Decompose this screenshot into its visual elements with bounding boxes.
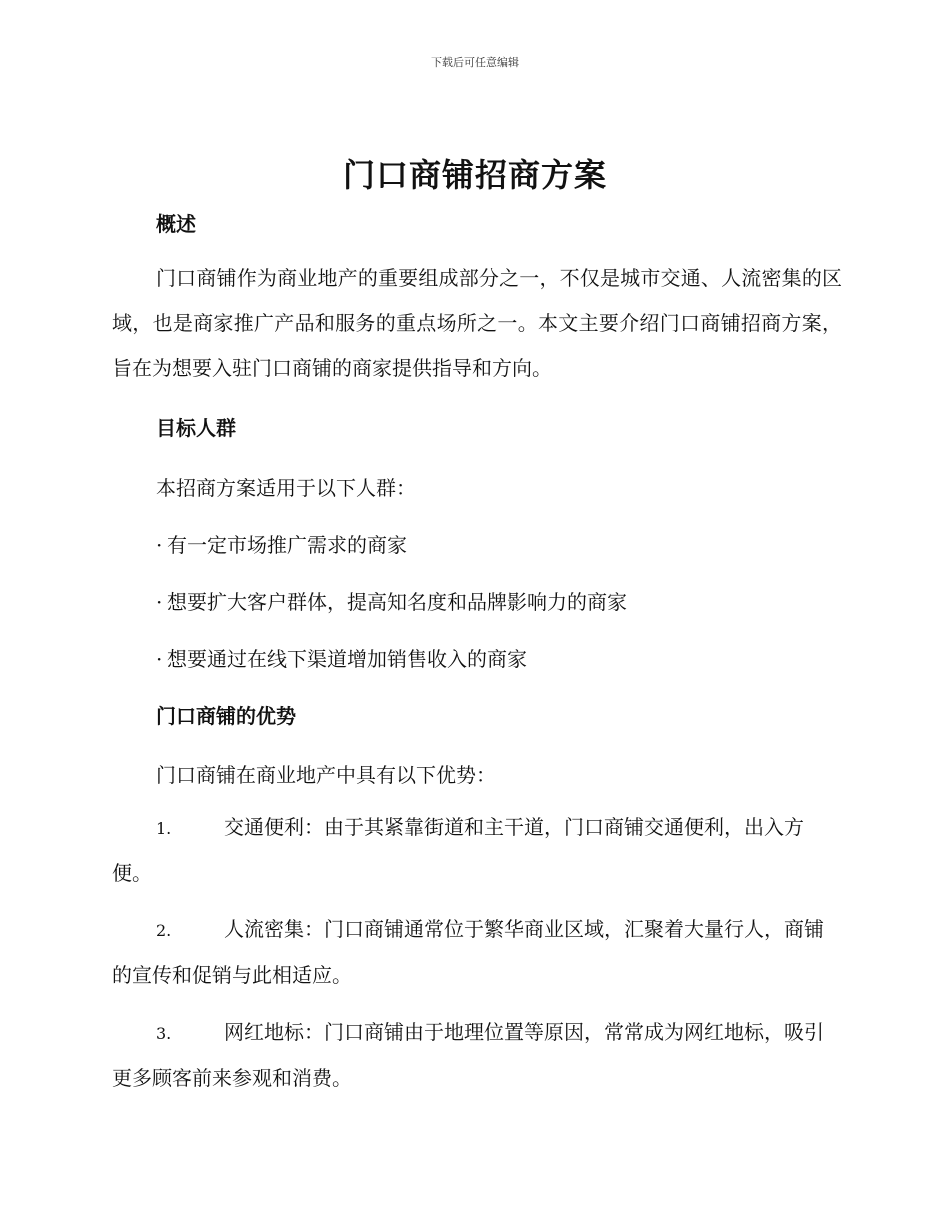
bullet-item [156, 586, 627, 615]
item-text: 人流密集：门口商铺通常位于繁华商业区域，汇聚着大量行人，商铺的宣传和促销与此相适应。 [112, 917, 824, 987]
overview-paragraph: 门口商铺作为商业地产的重要组成部分之一，不仅是城市交通、人流密集的区域，也是商家推广产品和服务的重点场所之一。本文主要介绍门口商铺招商方案，旨在为想要入驻门口商铺的商家提供指导和方向。 [112, 266, 842, 380]
item-text: 网红地标：门口商铺由于地理位置等原因，常常成为网红地标，吸引更多顾客前来参观和消费。 [112, 1020, 824, 1090]
bullet-dot-icon: · [156, 533, 163, 557]
bullet-dot-icon: · [156, 647, 163, 671]
item-number: 3. [156, 1024, 172, 1043]
heading-advantages: 门口商铺的优势 [156, 704, 296, 728]
heading-overview: 概述 [156, 212, 196, 236]
bullet-item [156, 529, 407, 558]
bullet-item-text: 有一定市场推广需求的商家 [167, 533, 407, 557]
header-note: 下载后可任意编辑 [431, 56, 519, 69]
bullet-dot-icon: · [156, 590, 163, 614]
bullet-item [156, 643, 527, 672]
item-text: 交通便利：由于其紧靠街道和主干道，门口商铺交通便利，出入方便。 [112, 815, 804, 885]
numbered-item [112, 1010, 842, 1101]
numbered-item [112, 907, 842, 998]
bullet-item-text: 想要扩大客户群体，提高知名度和品牌影响力的商家 [167, 590, 627, 614]
numbered-item [112, 805, 842, 896]
heading-target-audience: 目标人群 [156, 416, 236, 440]
target-intro: 本招商方案适用于以下人群： [156, 476, 416, 500]
bullet-item-text: 想要通过在线下渠道增加销售收入的商家 [167, 647, 527, 671]
item-number: 2. [156, 921, 172, 940]
advantages-intro: 门口商铺在商业地产中具有以下优势： [156, 763, 496, 787]
item-number: 1. [156, 819, 172, 838]
document-title: 门口商铺招商方案 [342, 156, 607, 194]
